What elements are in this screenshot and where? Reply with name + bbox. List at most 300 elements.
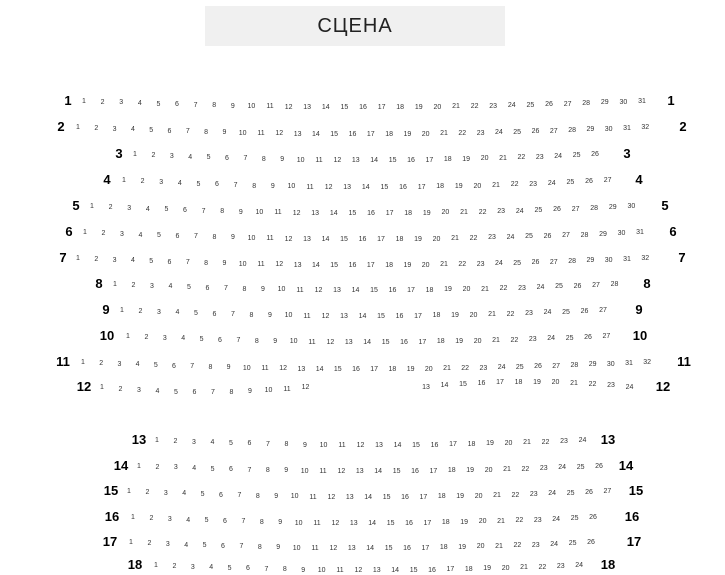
seat[interactable]: 10 (294, 519, 303, 527)
seat[interactable]: 23 (531, 541, 540, 549)
seat[interactable]: 15 (348, 209, 357, 217)
seat[interactable]: 11 (266, 103, 274, 111)
seat[interactable]: 11 (296, 286, 304, 294)
seat[interactable]: 4 (192, 465, 197, 473)
seat[interactable]: 3 (119, 99, 124, 107)
seat[interactable]: 23 (518, 284, 526, 292)
seat[interactable]: 28 (582, 100, 591, 108)
seat[interactable]: 12 (301, 384, 310, 391)
seat[interactable]: 2 (147, 539, 152, 547)
seat[interactable]: 23 (488, 234, 496, 242)
seat[interactable]: 9 (231, 234, 235, 242)
seat[interactable]: 10 (255, 208, 264, 216)
seat[interactable]: 7 (224, 285, 228, 293)
seat[interactable]: 11 (261, 365, 269, 373)
seat[interactable]: 2 (138, 307, 143, 315)
seat[interactable]: 10 (242, 364, 251, 372)
seat[interactable]: 18 (385, 130, 393, 138)
seat[interactable]: 22 (513, 542, 522, 550)
seat[interactable]: 27 (549, 258, 558, 266)
seat[interactable]: 13 (355, 467, 364, 475)
seat[interactable]: 18 (395, 235, 404, 243)
seat[interactable]: 3 (165, 540, 170, 548)
seat[interactable]: 19 (444, 286, 452, 294)
seat[interactable]: 26 (591, 151, 599, 158)
seat[interactable]: 13 (344, 338, 353, 346)
seat[interactable]: 12 (327, 493, 336, 501)
seat[interactable]: 8 (212, 234, 217, 241)
seat[interactable]: 28 (568, 127, 576, 135)
seat[interactable]: 21 (570, 380, 578, 388)
seat[interactable]: 28 (590, 204, 599, 212)
seat[interactable]: 22 (458, 130, 467, 138)
seat[interactable]: 9 (248, 387, 252, 395)
seat[interactable]: 13 (333, 286, 341, 294)
seat[interactable]: 4 (145, 205, 150, 213)
seat[interactable]: 4 (177, 179, 182, 187)
seat[interactable]: 2 (155, 463, 160, 471)
seat[interactable]: 26 (580, 307, 589, 315)
seat[interactable]: 17 (423, 519, 432, 527)
seat[interactable]: 3 (157, 308, 161, 316)
seat[interactable]: 8 (220, 208, 225, 216)
seat[interactable]: 9 (222, 129, 227, 137)
seat[interactable]: 3 (190, 563, 195, 571)
seat[interactable]: 3 (150, 282, 154, 290)
seat[interactable]: 24 (507, 102, 516, 110)
seat[interactable]: 13 (297, 365, 306, 373)
seat[interactable]: 26 (587, 539, 595, 546)
seat[interactable]: 2 (101, 229, 106, 237)
seat[interactable]: 10 (238, 129, 247, 137)
seat[interactable]: 3 (159, 178, 164, 186)
seat[interactable]: 24 (515, 207, 524, 215)
seat[interactable]: 22 (515, 517, 524, 525)
seat[interactable]: 22 (521, 465, 530, 473)
seat[interactable]: 19 (414, 103, 423, 111)
seat[interactable]: 16 (403, 544, 411, 552)
seat[interactable]: 12 (331, 519, 340, 527)
seat[interactable]: 7 (247, 466, 252, 474)
seat[interactable]: 1 (137, 463, 141, 470)
seat[interactable]: 15 (370, 286, 378, 294)
seat[interactable]: 9 (230, 102, 235, 110)
seat[interactable]: 12 (292, 209, 301, 217)
seat[interactable]: 13 (293, 130, 302, 138)
seat[interactable]: 16 (388, 286, 397, 294)
seat[interactable]: 6 (192, 388, 197, 396)
seat[interactable]: 15 (330, 261, 339, 269)
seat[interactable]: 15 (459, 381, 467, 389)
seat[interactable]: 24 (536, 284, 545, 292)
seat[interactable]: 26 (584, 333, 592, 341)
seat[interactable]: 26 (543, 232, 552, 240)
seat[interactable]: 8 (229, 388, 234, 396)
seat[interactable]: 13 (375, 441, 383, 449)
seat[interactable]: 8 (204, 259, 209, 267)
seat[interactable]: 8 (254, 337, 259, 345)
seat[interactable]: 21 (523, 439, 531, 447)
seat[interactable]: 2 (173, 437, 178, 445)
seat[interactable]: 29 (599, 230, 607, 238)
seat[interactable]: 26 (595, 463, 603, 470)
seat[interactable]: 22 (510, 181, 519, 189)
seat[interactable]: 14 (393, 441, 402, 449)
seat[interactable]: 6 (183, 206, 187, 214)
seat[interactable]: 27 (563, 100, 572, 108)
seat[interactable]: 14 (366, 544, 375, 552)
seat[interactable]: 23 (529, 180, 538, 188)
seat[interactable]: 16 (430, 441, 439, 449)
seat[interactable]: 10 (319, 441, 328, 449)
seat[interactable]: 23 (539, 465, 548, 473)
seat[interactable]: 5 (194, 310, 198, 318)
seat[interactable]: 18 (385, 261, 393, 269)
seat[interactable]: 11 (274, 209, 282, 217)
seat[interactable]: 30 (604, 256, 613, 264)
seat[interactable]: 3 (173, 464, 178, 472)
seat[interactable]: 9 (268, 312, 272, 320)
seat[interactable]: 14 (311, 261, 320, 269)
seat[interactable]: 13 (345, 493, 354, 501)
seat[interactable]: 9 (301, 566, 306, 574)
seat[interactable]: 10 (317, 566, 326, 574)
seat[interactable]: 31 (638, 98, 646, 105)
seat[interactable]: 4 (155, 387, 160, 395)
seat[interactable]: 1 (100, 384, 104, 391)
seat[interactable]: 3 (192, 438, 196, 446)
seat[interactable]: 14 (311, 130, 320, 138)
seat[interactable]: 6 (212, 310, 217, 318)
seat[interactable]: 17 (366, 130, 375, 138)
seat[interactable]: 15 (330, 130, 339, 138)
seat[interactable]: 10 (289, 338, 298, 346)
seat[interactable]: 25 (566, 178, 575, 186)
seat[interactable]: 20 (473, 182, 482, 190)
seat[interactable]: 18 (436, 338, 445, 346)
seat[interactable]: 8 (252, 182, 257, 190)
seat[interactable]: 17 (377, 103, 386, 111)
seat[interactable]: 21 (497, 517, 505, 525)
seat[interactable]: 8 (204, 128, 209, 136)
seat[interactable]: 20 (462, 286, 471, 293)
seat[interactable]: 19 (462, 155, 471, 163)
seat[interactable]: 16 (411, 467, 419, 475)
seat[interactable]: 11 (257, 130, 265, 138)
seat[interactable]: 29 (588, 361, 597, 369)
seat[interactable]: 21 (492, 181, 500, 189)
seat[interactable]: 7 (211, 388, 215, 396)
seat[interactable]: 14 (370, 156, 379, 164)
seat[interactable]: 14 (363, 339, 372, 346)
seat[interactable]: 18 (396, 103, 405, 111)
seat[interactable]: 2 (108, 203, 113, 211)
seat[interactable]: 22 (461, 365, 470, 373)
seat[interactable]: 27 (571, 205, 580, 213)
seat[interactable]: 26 (531, 259, 540, 267)
seat[interactable]: 4 (137, 100, 142, 108)
seat[interactable]: 8 (259, 518, 264, 526)
seat[interactable]: 4 (181, 335, 186, 343)
seat[interactable]: 14 (391, 566, 400, 574)
seat[interactable]: 14 (440, 382, 449, 390)
seat[interactable]: 24 (506, 234, 515, 241)
seat[interactable]: 21 (499, 154, 507, 162)
seat[interactable]: 18 (439, 544, 448, 552)
seat[interactable]: 13 (340, 312, 348, 320)
seat[interactable]: 1 (76, 124, 80, 131)
seat[interactable]: 9 (238, 208, 243, 216)
seat[interactable]: 1 (127, 488, 131, 495)
seat[interactable]: 5 (200, 491, 205, 499)
seat[interactable]: 10 (296, 156, 305, 164)
seat[interactable]: 27 (549, 127, 558, 135)
seat[interactable]: 19 (456, 493, 465, 501)
seat[interactable]: 17 (407, 286, 415, 294)
seat[interactable]: 14 (361, 184, 370, 191)
seat[interactable]: 3 (112, 256, 117, 264)
seat[interactable]: 13 (347, 544, 356, 552)
seat[interactable]: 1 (122, 177, 126, 184)
seat[interactable]: 27 (603, 177, 612, 184)
seat[interactable]: 15 (380, 183, 389, 191)
seat[interactable]: 9 (270, 182, 275, 190)
seat[interactable]: 15 (409, 566, 418, 574)
seat[interactable]: 10 (238, 260, 247, 268)
seat[interactable]: 21 (452, 103, 460, 111)
seat[interactable]: 13 (293, 261, 302, 269)
seat[interactable]: 16 (400, 338, 408, 346)
seat[interactable]: 20 (480, 155, 489, 163)
seat[interactable]: 12 (284, 103, 293, 111)
seat[interactable]: 6 (221, 542, 225, 550)
seat[interactable]: 5 (157, 232, 161, 240)
seat[interactable]: 8 (261, 155, 266, 163)
seat[interactable]: 9 (284, 467, 289, 475)
seat[interactable]: 18 (432, 312, 441, 320)
seat[interactable]: 32 (641, 255, 650, 262)
seat[interactable]: 17 (366, 261, 375, 269)
seat[interactable]: 7 (233, 181, 238, 189)
seat[interactable]: 3 (163, 489, 168, 497)
seat[interactable]: 3 (112, 125, 117, 133)
seat[interactable]: 12 (329, 544, 338, 552)
seat[interactable]: 14 (321, 103, 330, 111)
seat[interactable]: 17 (419, 493, 428, 501)
seat[interactable]: 25 (526, 101, 535, 109)
seat[interactable]: 7 (236, 337, 241, 345)
seat[interactable]: 4 (182, 490, 187, 498)
seat[interactable]: 21 (520, 564, 528, 572)
seat[interactable]: 20 (424, 365, 433, 373)
seat[interactable]: 8 (242, 285, 247, 293)
seat[interactable]: 7 (239, 543, 244, 551)
seat[interactable]: 1 (154, 562, 158, 569)
seat[interactable]: 21 (440, 261, 448, 269)
seat[interactable]: 13 (372, 566, 381, 574)
seat[interactable]: 15 (384, 544, 393, 552)
seat[interactable]: 23 (607, 382, 615, 390)
seat[interactable]: 27 (552, 362, 561, 370)
seat[interactable]: 19 (455, 338, 464, 346)
seat[interactable]: 28 (568, 258, 576, 266)
seat[interactable]: 19 (466, 467, 475, 475)
seat[interactable]: 2 (172, 562, 177, 570)
seat[interactable]: 1 (155, 437, 159, 444)
seat[interactable]: 9 (222, 260, 227, 268)
seat[interactable]: 19 (460, 518, 469, 526)
seat[interactable]: 30 (617, 229, 626, 237)
seat[interactable]: 4 (135, 361, 140, 369)
seat[interactable]: 5 (229, 439, 233, 447)
seat[interactable]: 26 (531, 128, 540, 136)
seat[interactable]: 18 (436, 183, 445, 191)
seat[interactable]: 7 (193, 101, 198, 109)
seat[interactable]: 10 (277, 286, 286, 294)
seat[interactable]: 11 (306, 183, 314, 191)
seat[interactable]: 19 (454, 182, 463, 190)
seat[interactable]: 24 (554, 152, 563, 160)
seat[interactable]: 1 (131, 514, 135, 521)
seat[interactable]: 6 (225, 154, 229, 162)
seat[interactable]: 4 (130, 126, 135, 134)
seat[interactable]: 8 (212, 102, 217, 110)
seat[interactable]: 12 (326, 338, 335, 346)
seat[interactable]: 22 (538, 563, 547, 571)
seat[interactable]: 18 (404, 209, 413, 217)
seat[interactable]: 18 (425, 286, 434, 294)
seat[interactable]: 31 (623, 255, 631, 263)
seat[interactable]: 6 (218, 336, 222, 344)
seat[interactable]: 25 (525, 233, 533, 241)
seat[interactable]: 10 (247, 103, 256, 111)
seat[interactable]: 12 (284, 235, 293, 243)
seat[interactable]: 23 (489, 102, 498, 110)
seat[interactable]: 3 (169, 152, 174, 160)
seat[interactable]: 16 (358, 236, 367, 243)
seat[interactable]: 26 (589, 514, 597, 521)
seat[interactable]: 24 (578, 437, 587, 444)
seat[interactable]: 25 (534, 206, 543, 214)
seat[interactable]: 5 (196, 180, 201, 188)
seat[interactable]: 18 (441, 519, 450, 527)
seat[interactable]: 5 (187, 284, 191, 292)
seat[interactable]: 24 (547, 179, 556, 187)
seat[interactable]: 13 (303, 103, 312, 111)
seat[interactable]: 16 (348, 261, 357, 269)
seat[interactable]: 9 (273, 338, 278, 346)
seat[interactable]: 20 (421, 261, 430, 269)
seat[interactable]: 20 (432, 235, 441, 243)
seat[interactable]: 12 (275, 130, 284, 138)
seat[interactable]: 21 (503, 466, 511, 474)
seat[interactable]: 22 (511, 491, 520, 499)
seat[interactable]: 14 (329, 209, 338, 217)
seat[interactable]: 1 (83, 229, 87, 236)
seat[interactable]: 27 (603, 488, 612, 495)
seat[interactable]: 17 (449, 441, 457, 449)
seat[interactable]: 13 (351, 156, 360, 164)
seat[interactable]: 11 (303, 312, 311, 320)
seat[interactable]: 6 (229, 466, 233, 474)
seat[interactable]: 6 (175, 101, 179, 109)
seat[interactable]: 6 (172, 362, 176, 370)
seat[interactable]: 8 (265, 467, 270, 475)
seat[interactable]: 10 (264, 386, 273, 394)
seat[interactable]: 22 (478, 208, 487, 216)
seat[interactable]: 4 (138, 231, 143, 239)
seat[interactable]: 20 (501, 564, 510, 572)
seat[interactable]: 5 (199, 336, 204, 344)
seat[interactable]: 20 (476, 543, 485, 551)
seat[interactable]: 6 (175, 232, 180, 240)
seat[interactable]: 8 (282, 566, 287, 574)
seat[interactable]: 21 (488, 311, 496, 319)
seat[interactable]: 5 (149, 127, 154, 135)
seat[interactable]: 19 (533, 379, 541, 387)
seat[interactable]: 25 (515, 363, 524, 371)
seat[interactable]: 2 (94, 255, 99, 263)
seat[interactable]: 25 (513, 128, 522, 136)
seat[interactable]: 12 (356, 441, 365, 449)
seat[interactable]: 20 (504, 439, 513, 447)
seat[interactable]: 21 (440, 130, 448, 138)
seat[interactable]: 5 (174, 388, 178, 396)
seat[interactable]: 20 (433, 103, 442, 111)
seat[interactable]: 29 (608, 203, 617, 211)
seat[interactable]: 7 (243, 155, 248, 163)
seat[interactable]: 17 (421, 544, 430, 552)
seat[interactable]: 14 (364, 494, 373, 501)
seat[interactable]: 14 (351, 286, 360, 294)
seat[interactable]: 19 (486, 440, 494, 448)
seat[interactable]: 7 (266, 440, 270, 448)
seat[interactable]: 16 (405, 519, 413, 527)
seat[interactable]: 27 (592, 281, 600, 289)
seat[interactable]: 8 (255, 492, 260, 500)
seat[interactable]: 6 (215, 181, 219, 189)
seat[interactable]: 18 (464, 565, 473, 573)
seat[interactable]: 24 (625, 384, 634, 391)
seat[interactable]: 30 (606, 360, 615, 368)
seat[interactable]: 16 (367, 209, 375, 217)
seat[interactable]: 18 (437, 493, 446, 501)
seat[interactable]: 23 (497, 208, 506, 216)
seat[interactable]: 6 (246, 565, 250, 573)
seat[interactable]: 24 (575, 562, 584, 569)
seat[interactable]: 14 (374, 467, 383, 475)
seat[interactable]: 30 (619, 98, 628, 106)
seat[interactable]: 4 (130, 257, 135, 265)
seat[interactable]: 5 (210, 465, 215, 473)
seat[interactable]: 1 (82, 98, 86, 105)
seat[interactable]: 23 (560, 437, 568, 445)
seat[interactable]: 10 (284, 312, 293, 320)
seat[interactable]: 4 (210, 439, 215, 447)
seat[interactable]: 27 (562, 232, 570, 240)
seat[interactable]: 11 (257, 261, 265, 269)
seat[interactable]: 4 (175, 309, 180, 317)
seat[interactable]: 23 (479, 364, 488, 372)
seat[interactable]: 7 (237, 492, 242, 500)
seat[interactable]: 31 (623, 124, 631, 132)
seat[interactable]: 29 (600, 99, 609, 107)
seat[interactable]: 8 (257, 543, 262, 551)
seat[interactable]: 20 (473, 337, 482, 345)
seat[interactable]: 22 (458, 261, 467, 269)
seat[interactable]: 22 (470, 103, 479, 111)
seat[interactable]: 21 (481, 285, 489, 293)
